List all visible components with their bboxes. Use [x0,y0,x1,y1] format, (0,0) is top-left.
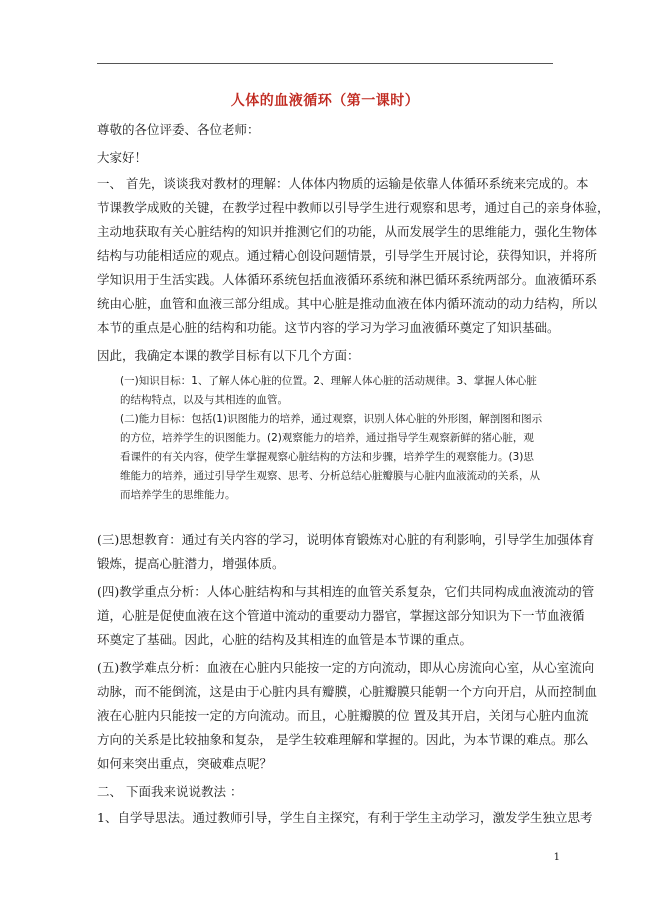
text-line: (一)知识目标：1、了解人体心脏的位置。2、理解人体心脏的活动规律。3、掌握人体心脏 [120,375,537,387]
header-rule [97,63,553,64]
text-line: 液在心脏内只能按一定的方向流动。而且，心脏瓣膜的位 置及其开启，关闭与心脏内血流 [97,708,589,723]
text-line: 主动地获取有关心脏结构的知识并推测它们的功能，从而发展学生的思维能力，强化生物体 [97,224,598,239]
text-line: 1、自学导思法。通过教师引导，学生自主探究，有利于学生主动学习，激发学生独立思考 [97,810,593,825]
text-line: (四)教学重点分析：人体心脏结构和与其相连的血管关系复杂，它们共同构成血液流动的管 [97,584,595,599]
text-line: 二、 下面我来说说教法 ： [97,784,243,799]
text-line: 环奠定了基础。因此，心脏的结构及其相连的血管是本节课的重点。 [97,632,473,647]
method-one [97,806,593,830]
section-four [97,580,595,652]
greeting [97,118,557,142]
text-line: 动脉，而不能倒流，这是由于心脏内具有瓣膜，心脏瓣膜只能朝一个方向开启，从而控制血 [97,684,598,699]
text-line: 方向的关系是比较抽象和复杂， 是学生较难理解和掌握的。因此，为本节课的难点。那么 [97,732,589,747]
text-line: 节课教学成败的关键，在教学过程中教师以引导学生进行观察和思考，通过自己的亲身体验， [97,200,610,215]
text-line: 道，心脏是促使血液在这个管道中流动的重要动力器官，掌握这部分知识为下一节血液循 [97,608,585,623]
text-line: 因此，我确定本课的教学目标有以下几个方面： [97,348,360,363]
text-line: 一、 首先，谈谈我对教材的理解：人体体内物质的运输是依靠人体循环系统来完成的。本 [97,176,589,191]
text-line: 如何来突出重点，突破难点呢？ [97,756,273,771]
greeting-line: 尊敬的各位评委、各位老师： [97,122,260,137]
hello [97,146,557,170]
text-line: (二)能力目标：包括(1)识图能力的培养，通过观察，识别人体心脏的外形图，解剖图和图示 [120,413,543,425]
goals-intro [97,344,557,368]
text-line: 统由心脏，血管和血液三部分组成。其中心脏是推动血液在体内循环流动的动力结构，所以 [97,296,598,311]
text-line: 的方位，培养学生的识图能力。(2)观察能力的培养，通过指导学生观察新鲜的猪心脏，观 [120,432,534,444]
teaching-goals [120,372,560,505]
page-number: 1 [553,852,560,863]
page-title: 人体的血液循环（第一课时） [230,93,420,109]
text-line: (五)教学难点分析：血液在心脏内只能按一定的方向流动，即从心房流向心室，从心室流向 [97,660,595,675]
text-line: 而培养学生的思维能力。 [120,489,236,501]
text-line: 维能力的培养，通过引导学生观察、思考、分析总结心脏瓣膜与心脏内血液流动的关系，从 [120,470,540,482]
text-line: 看课件的有关内容，使学生掌握观察心脏结构的方法和步骤，培养学生的观察能力。(3)思 [120,451,534,463]
section-one [97,172,610,340]
section-two-methods [97,780,557,804]
section-three [97,528,595,576]
text-line: 的结构特点，以及与其相连的血管。 [120,394,288,406]
hello-line: 大家好！ [97,150,148,165]
text-line: 学知识用于生活实践。人体循环系统包括血液循环系统和淋巴循环系统两部分。血液循环系 [97,272,598,287]
text-line: 结构与功能相适应的观点。通过精心创设问题情景，引导学生开展讨论，获得知识，并将所 [97,248,598,263]
text-line: (三)思想教育：通过有关内容的学习，说明体育锻炼对心脏的有利影响，引导学生加强体育 [97,532,595,547]
text-line: 本节的重点是心脏的结构和功能。这节内容的学习为学习血液循环奠定了知识基础。 [97,320,560,335]
section-five [97,656,598,776]
text-line: 锻炼，提高心脏潜力，增强体质。 [97,556,285,571]
